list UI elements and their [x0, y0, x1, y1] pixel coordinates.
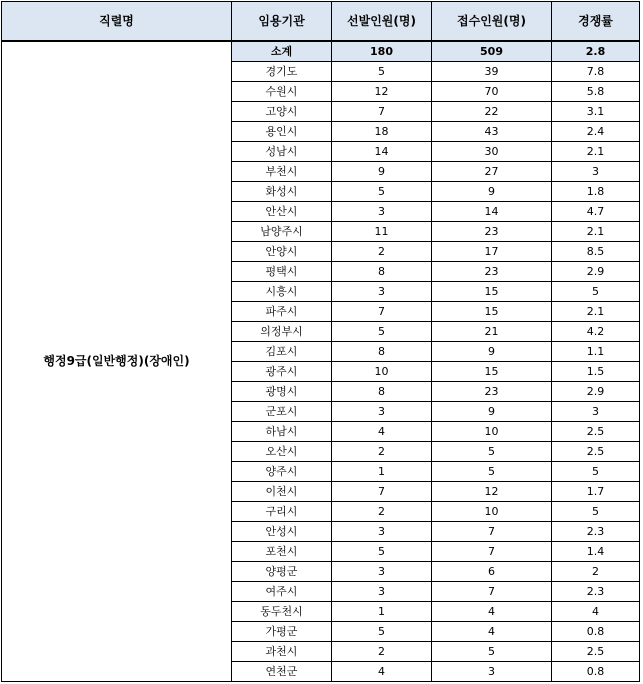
- cell-selected: 2: [332, 642, 432, 662]
- cell-ratio: 1.7: [552, 482, 640, 502]
- subtotal-row: [2, 41, 640, 62]
- cell-ratio: 2: [552, 562, 640, 582]
- cell-selected: 18: [332, 122, 432, 142]
- cell-applicants: 43: [432, 122, 552, 142]
- cell-ratio: 2.5: [552, 442, 640, 462]
- cell-selected: 5: [332, 182, 432, 202]
- cell-ratio: 1.4: [552, 542, 640, 562]
- cell-applicants: 23: [432, 222, 552, 242]
- cell-applicants: 5: [432, 442, 552, 462]
- cell-ratio: 2.5: [552, 422, 640, 442]
- cell-ratio: 1.5: [552, 362, 640, 382]
- cell-ratio: 5: [552, 502, 640, 522]
- cell-selected: 8: [332, 342, 432, 362]
- cell-agency: 수원시: [232, 82, 332, 102]
- position-title: 행정9급(일반행정)(장애인): [2, 41, 232, 682]
- cell-ratio: 4.2: [552, 322, 640, 342]
- cell-ratio: 3: [552, 162, 640, 182]
- recruitment-table: [1, 1, 640, 682]
- cell-agency: 군포시: [232, 402, 332, 422]
- cell-applicants: 12: [432, 482, 552, 502]
- cell-agency: 양주시: [232, 462, 332, 482]
- cell-selected: 11: [332, 222, 432, 242]
- cell-selected: 10: [332, 362, 432, 382]
- cell-agency: 김포시: [232, 342, 332, 362]
- cell-selected: 2: [332, 502, 432, 522]
- cell-applicants: 5: [432, 642, 552, 662]
- cell-ratio: 7.8: [552, 62, 640, 82]
- cell-applicants: 9: [432, 342, 552, 362]
- cell-selected: 7: [332, 102, 432, 122]
- cell-ratio: 1.1: [552, 342, 640, 362]
- cell-ratio: 4.7: [552, 202, 640, 222]
- cell-agency: 남양주시: [232, 222, 332, 242]
- cell-agency: 가평군: [232, 622, 332, 642]
- cell-ratio: 5.8: [552, 82, 640, 102]
- cell-selected: 2: [332, 442, 432, 462]
- cell-applicants: 21: [432, 322, 552, 342]
- cell-agency: 여주시: [232, 582, 332, 602]
- cell-selected: 4: [332, 662, 432, 682]
- header-row: [2, 2, 640, 42]
- cell-selected: 8: [332, 382, 432, 402]
- cell-agency: 평택시: [232, 262, 332, 282]
- cell-selected: 5: [332, 542, 432, 562]
- cell-ratio: 5: [552, 282, 640, 302]
- cell-ratio: 3: [552, 402, 640, 422]
- cell-agency: 하남시: [232, 422, 332, 442]
- cell-selected: 5: [332, 322, 432, 342]
- cell-agency: 화성시: [232, 182, 332, 202]
- cell-agency: 경기도: [232, 62, 332, 82]
- cell-applicants: 15: [432, 362, 552, 382]
- cell-agency: 용인시: [232, 122, 332, 142]
- cell-ratio: 3.1: [552, 102, 640, 122]
- cell-ratio: 2.9: [552, 262, 640, 282]
- cell-agency: 시흥시: [232, 282, 332, 302]
- cell-ratio: 2.3: [552, 582, 640, 602]
- cell-selected: 5: [332, 62, 432, 82]
- cell-agency: 이천시: [232, 482, 332, 502]
- cell-selected: 2: [332, 242, 432, 262]
- cell-ratio: 2.9: [552, 382, 640, 402]
- cell-selected: 3: [332, 522, 432, 542]
- cell-applicants: 17: [432, 242, 552, 262]
- cell-ratio: 1.8: [552, 182, 640, 202]
- cell-ratio: 4: [552, 602, 640, 622]
- cell-agency: 과천시: [232, 642, 332, 662]
- cell-agency: 동두천시: [232, 602, 332, 622]
- cell-agency: 의정부시: [232, 322, 332, 342]
- cell-applicants: 23: [432, 262, 552, 282]
- cell-agency: 광명시: [232, 382, 332, 402]
- header-agency: 임용기관: [232, 2, 332, 42]
- header-ratio: 경쟁률: [552, 2, 640, 42]
- cell-applicants: 23: [432, 382, 552, 402]
- header-applicants: 접수인원(명): [432, 2, 552, 42]
- cell-agency: 구리시: [232, 502, 332, 522]
- subtotal-ratio: 2.8: [552, 41, 640, 62]
- cell-ratio: 2.1: [552, 302, 640, 322]
- subtotal-applicants: 509: [432, 41, 552, 62]
- cell-ratio: 2.1: [552, 222, 640, 242]
- cell-applicants: 10: [432, 422, 552, 442]
- cell-agency: 양평군: [232, 562, 332, 582]
- cell-applicants: 4: [432, 622, 552, 642]
- cell-applicants: 7: [432, 542, 552, 562]
- cell-applicants: 10: [432, 502, 552, 522]
- cell-applicants: 22: [432, 102, 552, 122]
- cell-agency: 안양시: [232, 242, 332, 262]
- cell-selected: 3: [332, 282, 432, 302]
- cell-applicants: 30: [432, 142, 552, 162]
- cell-applicants: 15: [432, 282, 552, 302]
- cell-applicants: 6: [432, 562, 552, 582]
- cell-applicants: 27: [432, 162, 552, 182]
- cell-ratio: 2.4: [552, 122, 640, 142]
- cell-selected: 3: [332, 582, 432, 602]
- cell-ratio: 8.5: [552, 242, 640, 262]
- cell-applicants: 14: [432, 202, 552, 222]
- cell-agency: 파주시: [232, 302, 332, 322]
- cell-agency: 안성시: [232, 522, 332, 542]
- cell-selected: 9: [332, 162, 432, 182]
- cell-applicants: 3: [432, 662, 552, 682]
- cell-selected: 5: [332, 622, 432, 642]
- cell-applicants: 4: [432, 602, 552, 622]
- cell-selected: 12: [332, 82, 432, 102]
- cell-selected: 14: [332, 142, 432, 162]
- cell-applicants: 39: [432, 62, 552, 82]
- cell-applicants: 5: [432, 462, 552, 482]
- cell-ratio: 2.5: [552, 642, 640, 662]
- cell-applicants: 70: [432, 82, 552, 102]
- subtotal-agency: 소계: [232, 41, 332, 62]
- cell-ratio: 2.1: [552, 142, 640, 162]
- cell-ratio: 0.8: [552, 662, 640, 682]
- cell-applicants: 7: [432, 522, 552, 542]
- cell-applicants: 9: [432, 402, 552, 422]
- cell-selected: 8: [332, 262, 432, 282]
- cell-agency: 안산시: [232, 202, 332, 222]
- cell-selected: 3: [332, 202, 432, 222]
- cell-selected: 1: [332, 602, 432, 622]
- header-selected: 선발인원(명): [332, 2, 432, 42]
- cell-agency: 성남시: [232, 142, 332, 162]
- cell-selected: 7: [332, 482, 432, 502]
- cell-selected: 4: [332, 422, 432, 442]
- subtotal-selected: 180: [332, 41, 432, 62]
- cell-agency: 오산시: [232, 442, 332, 462]
- cell-ratio: 2.3: [552, 522, 640, 542]
- cell-agency: 포천시: [232, 542, 332, 562]
- cell-agency: 연천군: [232, 662, 332, 682]
- cell-agency: 부천시: [232, 162, 332, 182]
- cell-ratio: 5: [552, 462, 640, 482]
- cell-selected: 7: [332, 302, 432, 322]
- cell-selected: 1: [332, 462, 432, 482]
- cell-selected: 3: [332, 402, 432, 422]
- cell-selected: 3: [332, 562, 432, 582]
- header-position: 직렬명: [2, 2, 232, 42]
- cell-ratio: 0.8: [552, 622, 640, 642]
- cell-applicants: 15: [432, 302, 552, 322]
- cell-applicants: 7: [432, 582, 552, 602]
- cell-agency: 고양시: [232, 102, 332, 122]
- cell-agency: 광주시: [232, 362, 332, 382]
- cell-applicants: 9: [432, 182, 552, 202]
